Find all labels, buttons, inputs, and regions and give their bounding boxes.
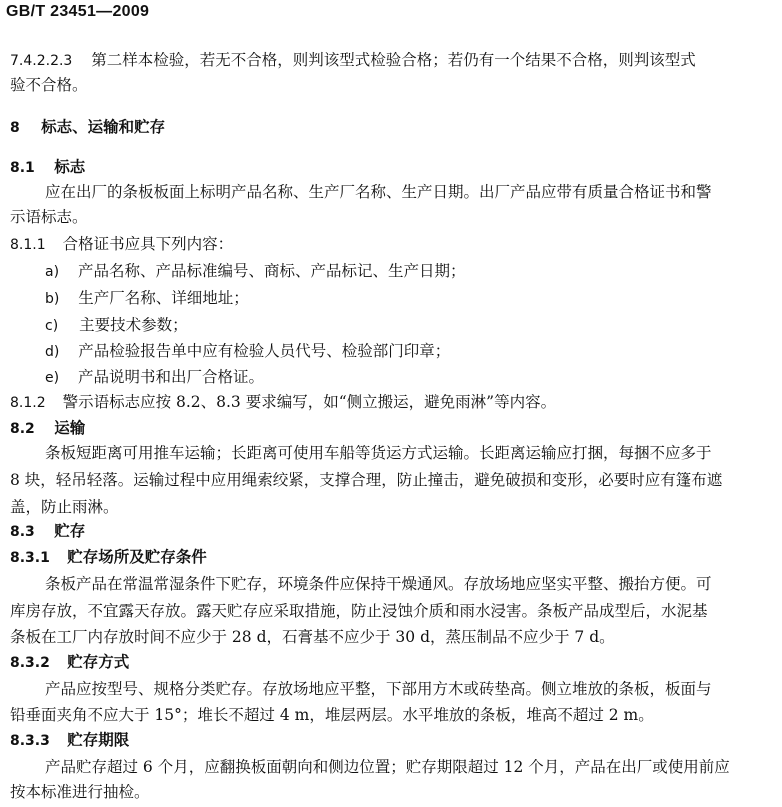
list-item (45, 288, 249, 309)
section-8-1-heading (10, 157, 85, 178)
section-8-1-body-line-2: 示语标志。 (10, 208, 88, 226)
list-item (45, 261, 466, 282)
list-item (45, 315, 188, 336)
section-8-3-2-body-line-1: 产品应按型号、规格分类贮存。存放场地应平整，下部用方木或砖垫高。侧立堆放的条板，板面与 (45, 680, 712, 698)
list-marker: e) (45, 370, 60, 386)
section-8-2-body-line-2: 8 块，轻吊轻落。运输过程中应用绳索绞紧，支撑合理，防止撞击，避免破损和变形，必要时应有篷布遮 (10, 471, 723, 489)
list-marker: b) (45, 291, 60, 307)
clause-7-4-2-2-3-line-1 (10, 50, 696, 71)
section-8-3-1-body-line-3: 条板在工厂内存放时间不应少于 28 d，石膏基不应少于 30 d，蒸压制品不应少于 7 d。 (10, 628, 615, 646)
list-marker: c) (45, 318, 59, 334)
section-number: 8.3.1 (10, 550, 50, 566)
list-text: 生产厂名称、详细地址； (78, 289, 249, 307)
section-number: 8.2 (10, 421, 35, 437)
section-8-1-body-line-1: 应在出厂的条板板面上标明产品名称、生产厂名称、生产日期。出厂产品应带有质量合格证书和警 (45, 183, 712, 201)
section-8-1-2-line (10, 392, 556, 413)
list-text: 产品说明书和出厂合格证。 (78, 368, 265, 386)
section-title: 贮存期限 (67, 730, 130, 749)
list-marker: d) (45, 344, 60, 360)
section-number: 8 (10, 120, 20, 136)
section-8-3-3-body-line-1: 产品贮存超过 6 个月，应翻换板面朝向和侧边位置；贮存期限超过 12 个月，产品在出厂或使用前应 (45, 758, 730, 776)
list-text: 产品名称、产品标准编号、商标、产品标记、生产日期； (77, 262, 466, 280)
section-8-3-1-body-line-1: 条板产品在常温常湿条件下贮存，环境条件应保持干燥通风。存放场地应坚实平整、搬抬方便。可 (45, 575, 712, 593)
section-8-3-2-body-line-2: 铅垂面夹角不应大于 15°；堆长不超过 4 m，堆层两层。水平堆放的条板，堆高不超过 2 m。 (10, 706, 654, 724)
clause-number: 7.4.2.2.3 (10, 53, 73, 69)
section-8-1-1-heading (10, 234, 233, 255)
section-title: 贮存方式 (67, 652, 130, 671)
section-8-2-body-line-3: 盖，防止雨淋。 (10, 498, 119, 516)
list-text: 产品检验报告单中应有检验人员代号、检验部门印章； (78, 342, 451, 360)
section-title: 标志 (54, 157, 86, 176)
section-title: 贮存场所及贮存条件 (67, 547, 207, 566)
standard-code-header: GB/T 23451—2009 (6, 3, 150, 20)
list-item (45, 341, 450, 362)
section-8-3-3-heading (10, 730, 129, 751)
section-number: 8.1 (10, 160, 35, 176)
section-number: 8.3.2 (10, 655, 50, 671)
section-8-3-3-body-line-2: 按本标准进行抽检。 (10, 783, 150, 801)
section-8-2-heading (10, 418, 85, 439)
section-8-2-body-line-1: 条板短距离可用推车运输；长距离可使用车船等货运方式运输。长距离运输应打捆，每捆不应多于 (45, 444, 712, 462)
clause-7-4-2-2-3-line-2: 验不合格。 (10, 76, 88, 94)
section-title: 标志、运输和贮存 (41, 117, 166, 136)
list-marker: a) (45, 264, 60, 280)
section-title: 合格证书应具下列内容： (62, 235, 234, 253)
section-title: 运输 (54, 418, 86, 437)
section-number: 8.3 (10, 524, 35, 540)
clause-text: 第二样本检验，若无不合格，则判该型式检验合格；若仍有一个结果不合格，则判该型式 (91, 51, 696, 69)
section-number: 8.1.2 (10, 395, 46, 411)
section-number: 8.3.3 (10, 733, 50, 749)
list-text: 主要技术参数； (79, 316, 188, 334)
section-title: 贮存 (54, 521, 86, 540)
section-8-3-1-heading (10, 547, 207, 568)
list-item (45, 367, 264, 388)
section-8-3-2-heading (10, 652, 129, 673)
section-8-3-heading (10, 521, 85, 542)
section-text: 警示语标志应按 8.2、8.3 要求编写，如“侧立搬运，避免雨淋”等内容。 (62, 393, 557, 411)
section-8-3-1-body-line-2: 库房存放，不宜露天存放。露天贮存应采取措施，防止浸蚀介质和雨水浸害。条板产品成型后，水泥基 (10, 602, 708, 620)
section-8-heading (10, 117, 165, 138)
section-number: 8.1.1 (10, 237, 46, 253)
